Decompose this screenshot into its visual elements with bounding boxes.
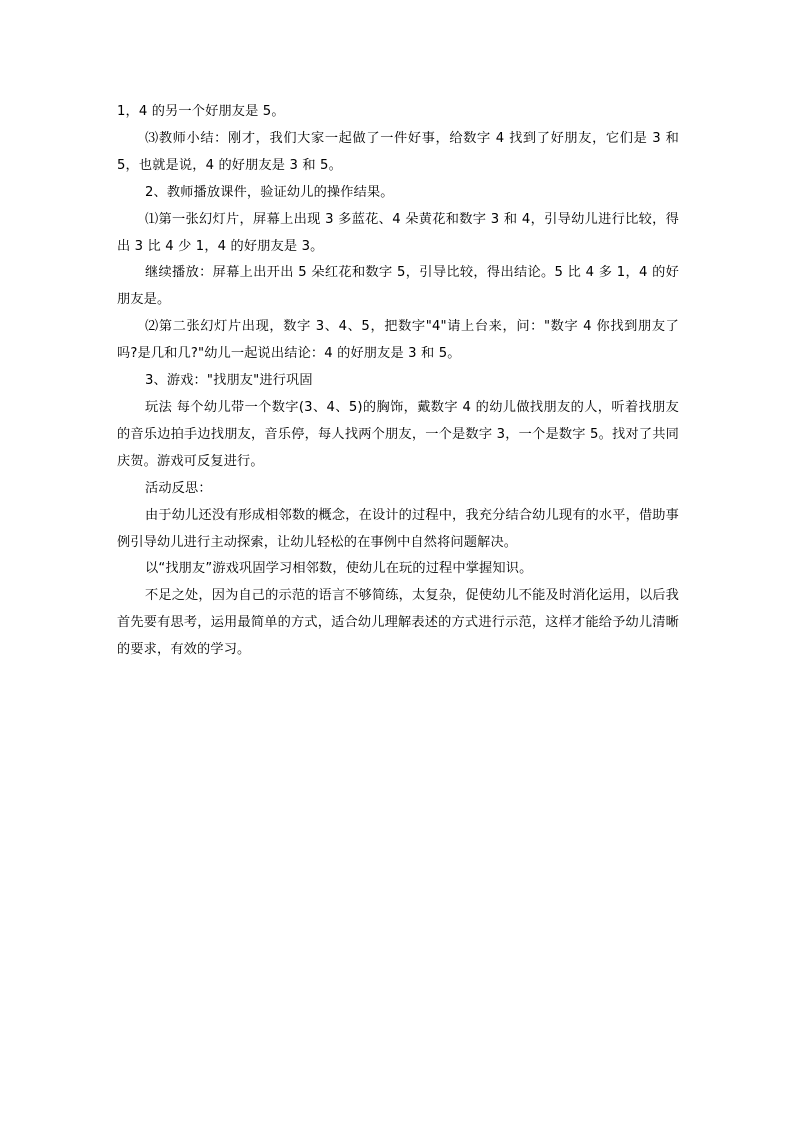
paragraph-6: ⑵第二张幻灯片出现，数字 3、4、5，把数字"4"请上台来，问："数字 4 你找到朋友了吗?是几和几?"幼儿一起说出结论：4 的好朋友是 3 和 5。 bbox=[117, 319, 679, 362]
document-page bbox=[117, 99, 679, 664]
paragraph-2: ⑶教师小结：刚才，我们大家一起做了一件好事，给数字 4 找到了好朋友，它们是 3 和 5，也就是说，4 的好朋友是 3 和 5。 bbox=[117, 130, 679, 173]
paragraph-10: 由于幼儿还没有形成相邻数的概念，在设计的过程中，我充分结合幼儿现有的水平，借助事例引导幼儿进行主动探索，让幼儿轻松的在事例中自然将问题解决。 bbox=[117, 507, 679, 550]
paragraph-11: 以“找朋友”游戏巩固学习相邻数，使幼儿在玩的过程中掌握知识。 bbox=[145, 561, 533, 577]
paragraph-7: 3、游戏："找朋友"进行巩固 bbox=[145, 373, 313, 389]
paragraph-5: 继续播放：屏幕上出开出 5 朵红花和数字 5，引导比较，得出结论。5 比 4 多 1，4 的好朋友是。 bbox=[117, 265, 679, 308]
paragraph-8: 玩法 每个幼儿带一个数字(3、4、5)的胸饰，戴数字 4 的幼儿做找朋友的人，听着找朋友的音乐边拍手边找朋友，音乐停，每人找两个朋友，一个是数字 3，一个是数字 5。找对了共同庆贺。游戏可反复进行。 bbox=[117, 399, 679, 469]
paragraph-12: 不足之处，因为自己的示范的语言不够简练，太复杂，促使幼儿不能及时消化运用，以后我首先要有思考，运用最简单的方式，适合幼儿理解表述的方式进行示范，这样才能给予幼儿清晰的要求，有效的学习。 bbox=[117, 588, 679, 658]
paragraph-9: 活动反思： bbox=[145, 480, 212, 496]
paragraph-1: 1，4 的另一个好朋友是 5。 bbox=[117, 104, 285, 119]
paragraph-4: ⑴第一张幻灯片，屏幕上出现 3 多蓝花、4 朵黄花和数字 3 和 4，引导幼儿进行比较，得出 3 比 4 少 1，4 的好朋友是 3。 bbox=[117, 211, 679, 254]
paragraph-3: 2、教师播放课件，验证幼儿的操作结果。 bbox=[145, 184, 394, 200]
